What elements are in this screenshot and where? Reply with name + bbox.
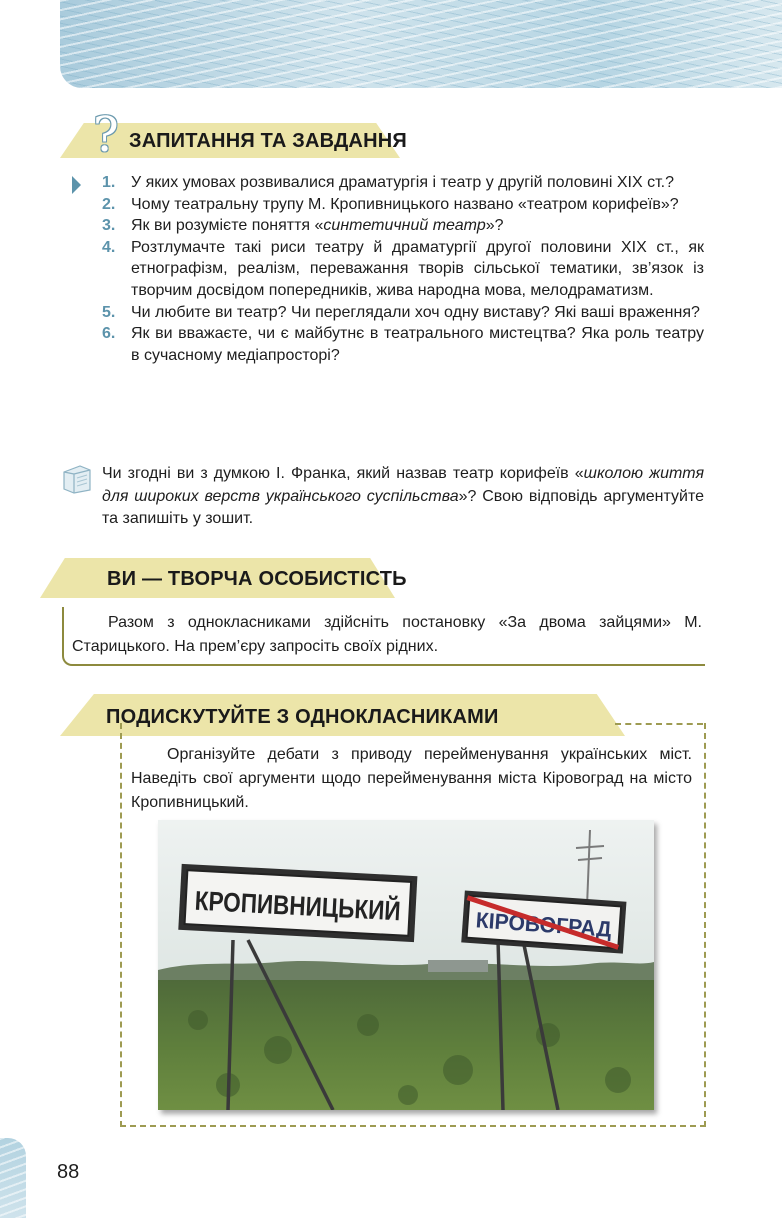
sign-new bbox=[178, 864, 443, 942]
question-text-after: »? bbox=[485, 217, 504, 235]
question-number: 5. bbox=[102, 303, 116, 321]
question-text: Чому театральну трупу М. Кропивницького названо «театром корифеїв»? bbox=[131, 195, 679, 213]
discuss-text: Організуйте дебати з приводу перейменування українських міст. Наведіть свої аргументи щодо перейменування міста Кіровоград на місто Кропивницький. bbox=[131, 746, 692, 811]
list-item bbox=[102, 194, 704, 216]
discuss-title: ПОДИСКУТУЙТЕ З ОДНОКЛАСНИКАМИ bbox=[106, 706, 499, 728]
questions-list bbox=[102, 172, 704, 366]
page-number: 88 bbox=[57, 1161, 80, 1183]
question-number: 3. bbox=[102, 217, 116, 235]
sign-new-text: КРОПИВНИЦЬКИЙ bbox=[194, 885, 443, 929]
question-text-before: Як ви розумієте поняття « bbox=[131, 217, 324, 235]
list-item bbox=[102, 215, 704, 237]
top-wave-banner bbox=[60, 0, 782, 88]
written-task-before: Чи згодні ви з думкою І. Франка, який назвав театр корифеїв « bbox=[102, 465, 584, 482]
question-text: Як ви вважаєте, чи є майбутнє в театрального мистецтва? Яка роль театру в сучасному медіапросторі? bbox=[131, 325, 704, 364]
question-text: Чи любите ви театр? Чи переглядали хоч одну виставу? Які ваші враження? bbox=[131, 303, 700, 321]
written-task bbox=[102, 463, 704, 531]
question-number: 6. bbox=[102, 325, 116, 343]
creative-text: Разом з однокласниками здійсніть постановку «За двома зайцями» М. Старицького. На прем’єру запросіть своїх рідних. bbox=[72, 614, 702, 655]
arrow-icon bbox=[72, 176, 81, 194]
list-item bbox=[102, 237, 704, 302]
question-number: 1. bbox=[102, 174, 116, 191]
question-mark-icon: ? bbox=[93, 107, 119, 163]
creative-title: ВИ — ТВОРЧА ОСОБИСТІСТЬ bbox=[107, 568, 407, 590]
distant-building bbox=[428, 960, 488, 972]
written-task-after: »? Свою відповідь аргументуйте та запишіть у зошит. bbox=[102, 487, 705, 527]
question-text: У яких умовах розвивалися драматургія і театр у другій половині XIX ст.? bbox=[131, 174, 675, 191]
question-text: Розтлумачте такі риси театру й драматургії другої половини XIX ст., як етнографізм, реалізм, переважання творів сільської тематики, зв’язок із творчим досвідом попередників, жива народна мова, мелодраматизм. bbox=[131, 238, 704, 299]
written-task-quote: школою життя для широких верств українського суспільства bbox=[102, 465, 704, 505]
notebook-icon bbox=[60, 462, 94, 494]
question-number: 4. bbox=[102, 238, 116, 256]
question-term: синтетичний театр bbox=[323, 217, 486, 235]
left-wave-decoration bbox=[0, 1138, 26, 1218]
list-item bbox=[102, 302, 704, 324]
question-number: 2. bbox=[102, 195, 116, 213]
questions-title: ЗАПИТАННЯ ТА ЗАВДАННЯ bbox=[129, 130, 407, 152]
list-item bbox=[102, 172, 704, 194]
city-signs-photo bbox=[158, 820, 654, 1110]
list-item bbox=[102, 323, 704, 366]
question-text bbox=[131, 215, 704, 237]
